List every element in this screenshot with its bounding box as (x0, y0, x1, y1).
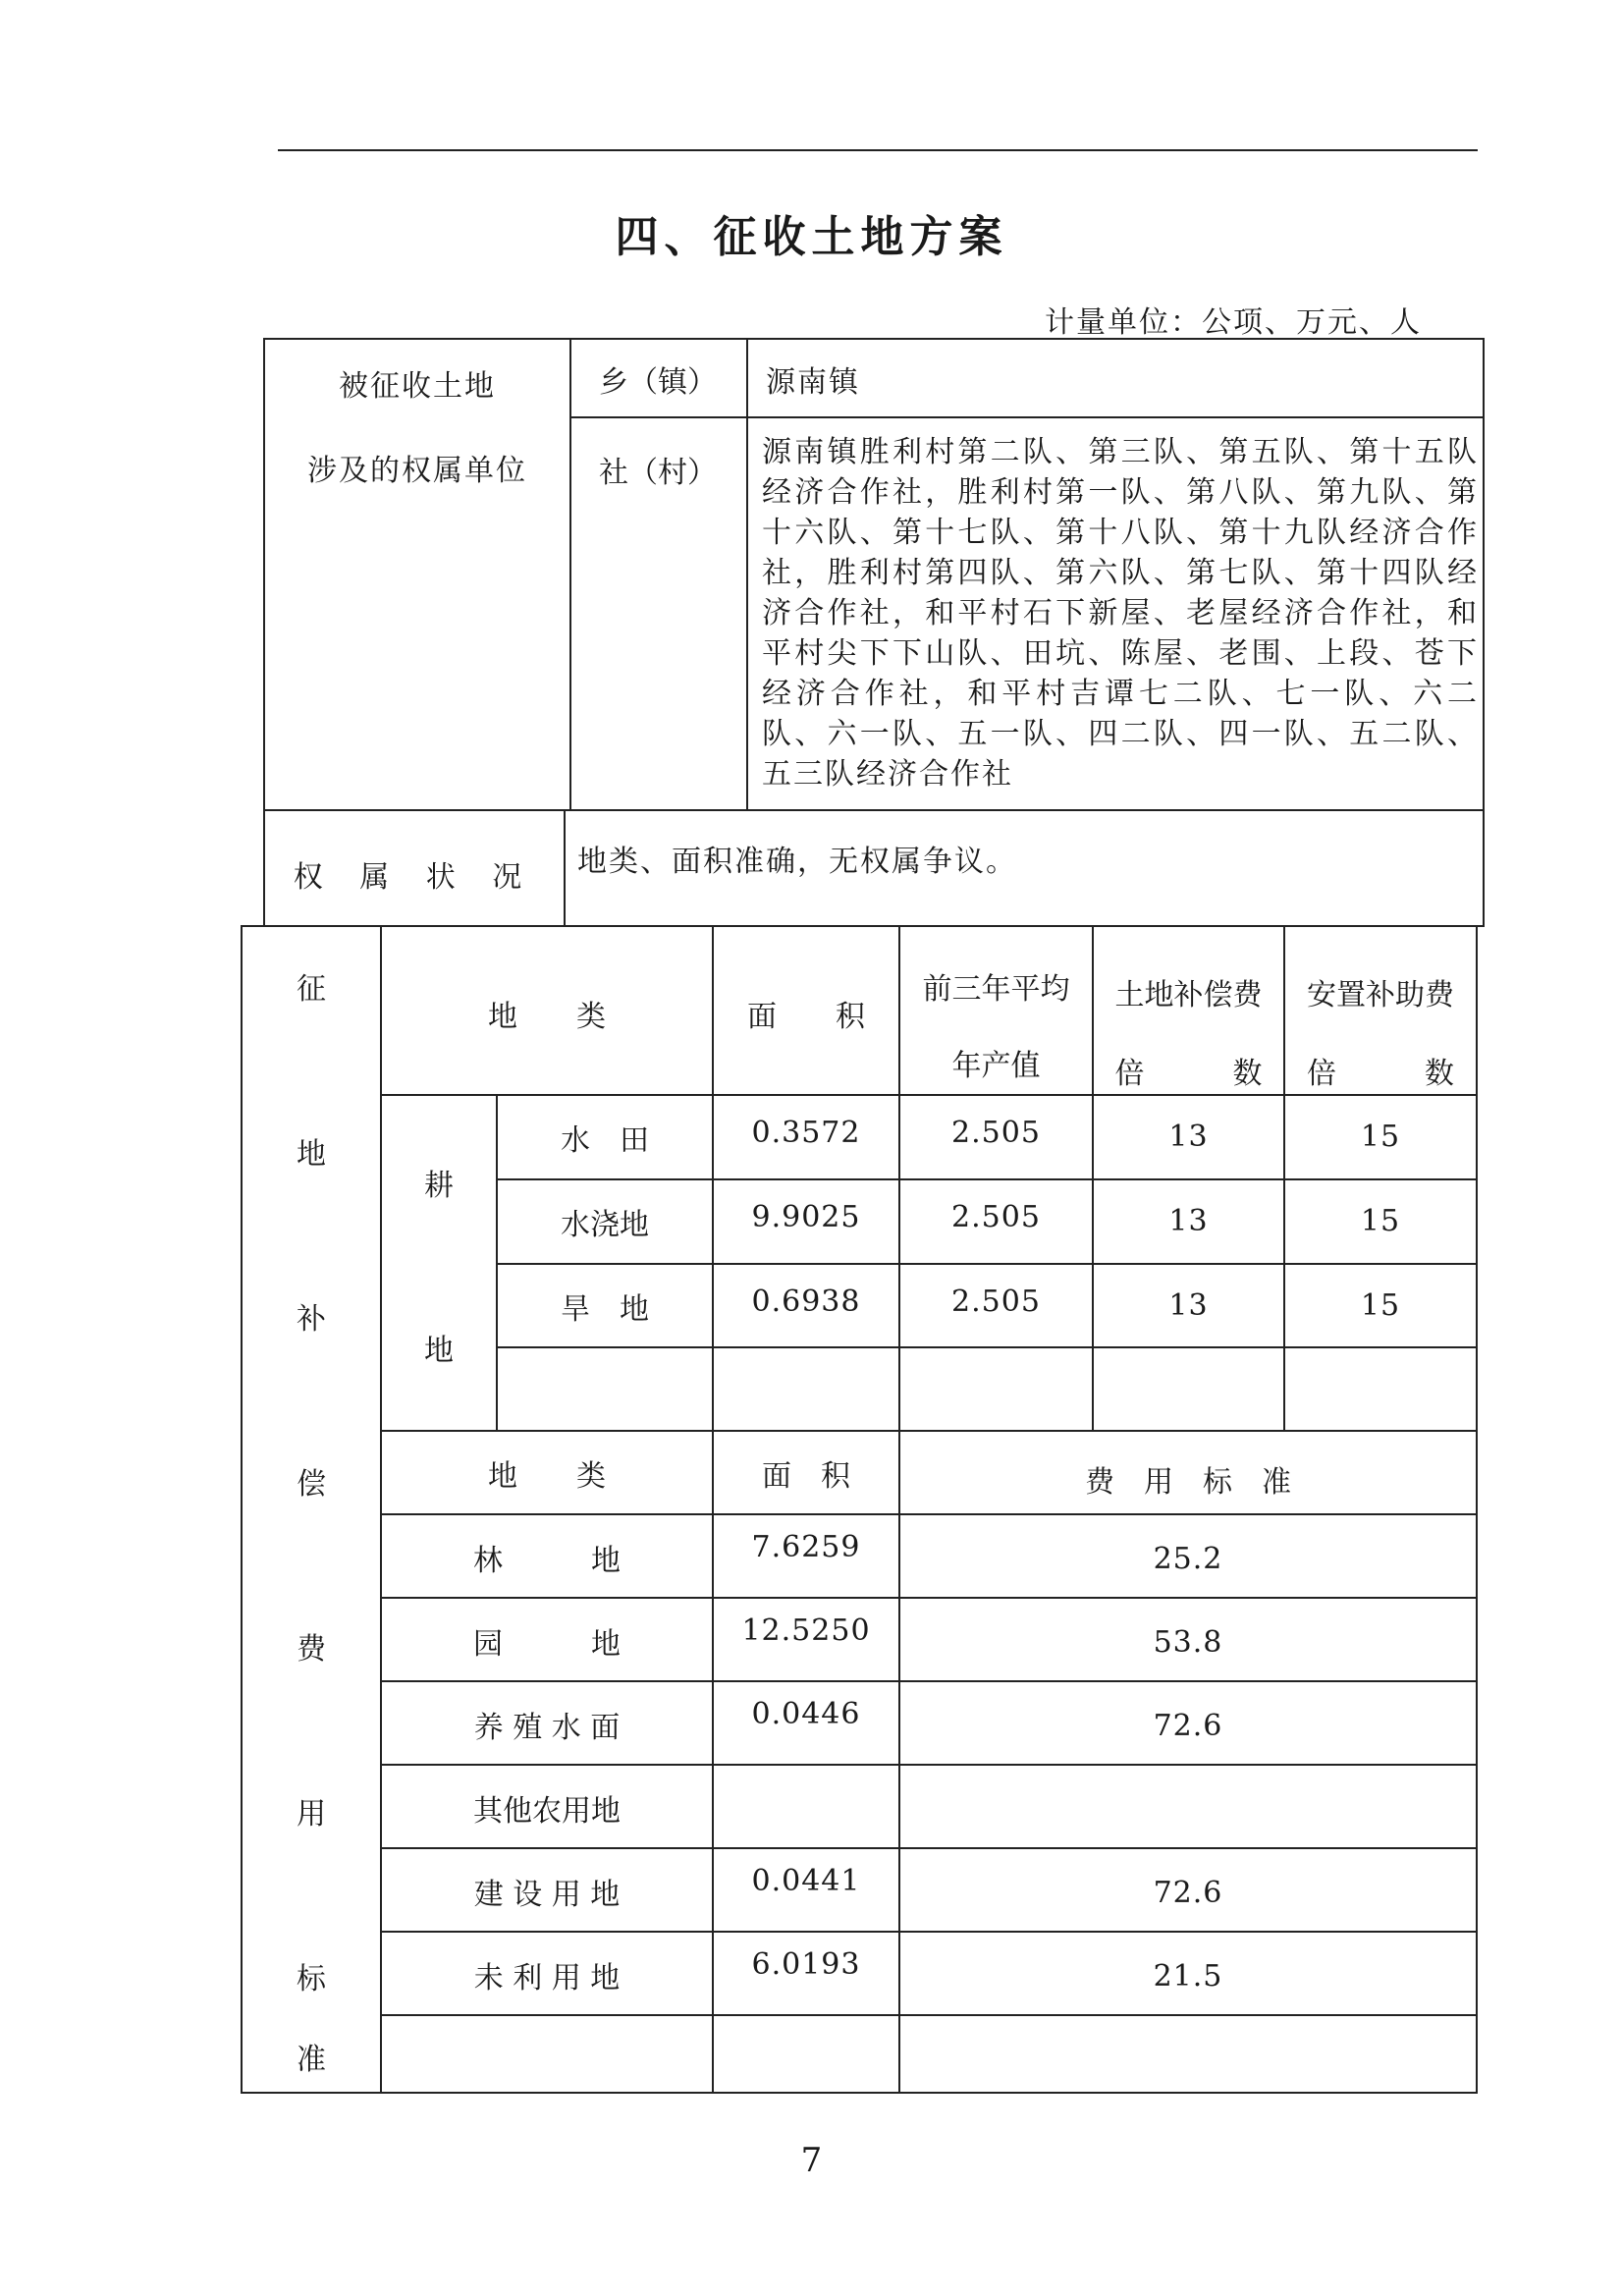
ownership-status-value: 地类、面积准确，无权属争议。 (577, 845, 1017, 879)
header-rule (278, 149, 1478, 151)
header-area: 面 积 (747, 1000, 865, 1034)
land-type: 养 殖 水 面 (473, 1711, 621, 1745)
township-value: 源南镇 (766, 365, 860, 400)
side-label-char: 准 (297, 2043, 326, 2077)
unit-note: 计量单位：公项、万元、人 (1045, 305, 1422, 340)
land-type: 旱 地 (561, 1292, 649, 1327)
header-land-type: 地 类 (488, 1000, 606, 1034)
ownership-unit-label: 涉及的权属单位 (307, 454, 527, 488)
land-type: 未 利 用 地 (473, 1961, 621, 1995)
area: 0.0441 (751, 1864, 861, 1898)
fee-standard: 53.8 (1153, 1625, 1223, 1660)
header-land-comp-2: 倍 数 (1114, 1057, 1263, 1091)
avg-output: 2.505 (951, 1285, 1041, 1319)
header-resettle-1: 安置补助费 (1307, 978, 1454, 1012)
land-type: 园 地 (473, 1627, 621, 1662)
side-label-char: 标 (297, 1962, 326, 1996)
area: 0.0446 (751, 1697, 861, 1731)
fee-standard: 72.6 (1153, 1876, 1223, 1910)
header-avg-output-2: 年产值 (951, 1049, 1041, 1083)
affected-land-label: 被征收土地 (339, 369, 496, 404)
side-label-char: 费 (297, 1632, 326, 1667)
side-label-char: 用 (297, 1797, 326, 1831)
page-title: 四、征收土地方案 (615, 212, 1008, 262)
area: 0.6938 (751, 1285, 861, 1319)
village-value: 源南镇胜利村第二队、第三队、第五队、第十五队经济合作社，胜利村第一队、第八队、第九队、第十六队、第十七队、第十八队、第十九队经济合作社，胜利村第四队、第六队、第七队、第十四队经济合作社，和平村石下新屋、老屋经济合作社，和平村尖下下山队、田坑、陈屋、老围、上段、苍下经济合作社，和平村吉谭七二队、七一队、六二队、六一队、五一队、四二队、四一队、五二队、五三队经济合作社 (762, 435, 1479, 792)
header-area-2: 面 积 (762, 1459, 850, 1494)
cultivated-label: 地 (424, 1334, 454, 1368)
side-label-char: 偿 (297, 1467, 326, 1502)
land-type: 其他农用地 (473, 1794, 621, 1829)
township-label: 乡（镇） (599, 365, 717, 400)
header-land-comp-1: 土地补偿费 (1114, 978, 1263, 1012)
page-number: 7 (800, 2141, 823, 2180)
compensation-table (241, 925, 1478, 2094)
area: 12.5250 (741, 1613, 871, 1648)
fee-standard: 72.6 (1153, 1709, 1223, 1743)
header-resettle-2: 倍 数 (1307, 1057, 1454, 1091)
resettle-multiple: 15 (1360, 1288, 1401, 1323)
cultivated-label: 耕 (424, 1169, 454, 1203)
header-avg-output-1: 前三年平均 (922, 972, 1070, 1007)
fee-standard: 25.2 (1153, 1542, 1223, 1576)
side-label-char: 补 (297, 1302, 326, 1337)
area: 0.3572 (751, 1116, 861, 1150)
land-type: 水浇地 (561, 1208, 649, 1242)
ownership-status-label: 权 属 状 况 (293, 860, 536, 895)
land-comp-multiple: 13 (1168, 1204, 1209, 1238)
land-type: 水 田 (561, 1123, 649, 1158)
header-fee-standard: 费 用 标 准 (1085, 1465, 1291, 1500)
land-comp-multiple: 13 (1168, 1120, 1209, 1154)
area: 9.9025 (751, 1200, 861, 1234)
side-label-char: 征 (297, 972, 326, 1007)
area: 6.0193 (751, 1947, 861, 1982)
fee-standard: 21.5 (1153, 1959, 1223, 1994)
ownership-table (263, 338, 1485, 927)
resettle-multiple: 15 (1360, 1204, 1401, 1238)
area: 7.6259 (751, 1530, 861, 1564)
side-label-char: 地 (297, 1137, 326, 1172)
land-type: 建 设 用 地 (473, 1878, 621, 1912)
land-type: 林 地 (473, 1544, 621, 1578)
land-comp-multiple: 13 (1168, 1288, 1209, 1323)
village-label: 社（村） (599, 456, 717, 490)
avg-output: 2.505 (951, 1200, 1041, 1234)
avg-output: 2.505 (951, 1116, 1041, 1150)
header-land-type-2: 地 类 (488, 1459, 606, 1494)
resettle-multiple: 15 (1360, 1120, 1401, 1154)
